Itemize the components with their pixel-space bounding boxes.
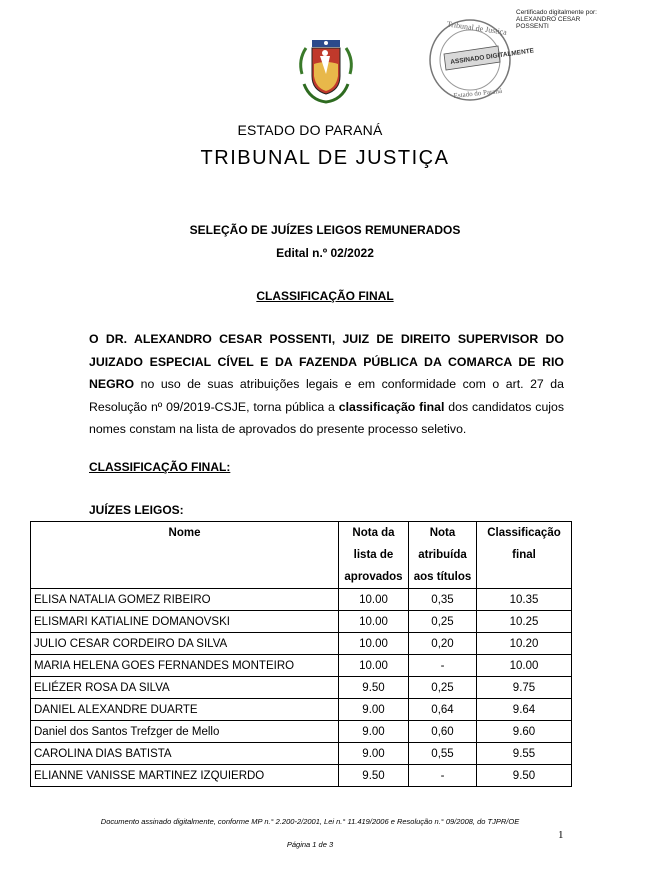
cell-name: MARIA HELENA GOES FERNANDES MONTEIRO — [31, 655, 339, 677]
court-seal-stamp — [420, 16, 535, 104]
cell-name: JULIO CESAR CORDEIRO DA SILVA — [31, 633, 339, 655]
cell-name: ELISMARI KATIALINE DOMANOVSKI — [31, 611, 339, 633]
cell-name: ELISA NATALIA GOMEZ RIBEIRO — [31, 589, 339, 611]
cell-final: 10.00 — [477, 655, 572, 677]
cell-list-score: 10.00 — [339, 655, 409, 677]
classification-title: CLASSIFICAÇÃO FINAL — [256, 289, 394, 303]
cell-title-score: 0,25 — [409, 611, 477, 633]
cell-name: ELIANNE VANISSE MARTINEZ IZQUIERDO — [31, 765, 339, 787]
table-row — [31, 677, 572, 699]
table-header-row — [31, 522, 572, 589]
intro-text-2: dos candidatos cujos nomes constam na lista de aprovados do presente processo seletivo. — [89, 399, 565, 436]
cell-final: 9.60 — [477, 721, 572, 743]
cell-list-score: 9.50 — [339, 765, 409, 787]
cell-name: ELIÉZER ROSA DA SILVA — [31, 677, 339, 699]
table-row — [31, 611, 572, 633]
cell-list-score: 9.00 — [339, 699, 409, 721]
cell-final: 9.50 — [477, 765, 572, 787]
table-row — [31, 743, 572, 765]
cell-final: 9.64 — [477, 699, 572, 721]
cell-list-score: 10.00 — [339, 589, 409, 611]
cell-title-score: - — [409, 655, 477, 677]
footer-note: Documento assinado digitalmente, conforme MP n.° 2.200-2/2001, Lei n.° 11.419/2006 e Resolução n.° 09/2008, do TJPR/OE — [100, 817, 520, 826]
cell-list-score: 9.00 — [339, 743, 409, 765]
svg-text:Estado do Paraná: Estado do Paraná — [453, 86, 503, 100]
table-row — [31, 699, 572, 721]
header-final-class: Classificação final — [477, 522, 572, 589]
cell-name: DANIEL ALEXANDRE DUARTE — [31, 699, 339, 721]
table-row — [31, 589, 572, 611]
cell-final: 9.75 — [477, 677, 572, 699]
cell-list-score: 10.00 — [339, 611, 409, 633]
cell-final: 10.25 — [477, 611, 572, 633]
page-number: 1 — [558, 829, 564, 841]
svg-text:Tribunal de Justiça: Tribunal de Justiça — [446, 19, 508, 37]
state-name: ESTADO DO PARANÁ — [237, 122, 383, 138]
cell-title-score: 0,35 — [409, 589, 477, 611]
cell-title-score: 0,25 — [409, 677, 477, 699]
digital-certificate-note: Certificado digitalmente por: ALEXANDRO CESAR POSSENTI — [516, 9, 597, 30]
cell-list-score: 9.00 — [339, 721, 409, 743]
cell-list-score: 9.50 — [339, 677, 409, 699]
classification-table — [30, 521, 572, 787]
selection-title: SELEÇÃO DE JUÍZES LEIGOS REMUNERADOS — [189, 223, 461, 237]
intro-bold-mid: classificação final — [338, 399, 445, 414]
cell-title-score: 0,60 — [409, 721, 477, 743]
edital-number: Edital n.º 02/2022 — [276, 246, 374, 260]
table-row — [31, 721, 572, 743]
cell-list-score: 10.00 — [339, 633, 409, 655]
cell-title-score: 0,64 — [409, 699, 477, 721]
cell-final: 10.35 — [477, 589, 572, 611]
cell-title-score: 0,55 — [409, 743, 477, 765]
table-row — [31, 765, 572, 787]
cell-name: CAROLINA DIAS BATISTA — [31, 743, 339, 765]
cell-title-score: - — [409, 765, 477, 787]
table-row — [31, 655, 572, 677]
cell-title-score: 0,20 — [409, 633, 477, 655]
section-heading: CLASSIFICAÇÃO FINAL: — [89, 460, 231, 474]
court-name: TRIBUNAL DE JUSTIÇA — [200, 147, 450, 169]
intro-text-1: no uso de suas atribuições legais e em conformidade com o art. 27 da Resolução nº 09/2019-CSJE, torna pública a — [89, 377, 564, 414]
header-name: Nome — [31, 522, 339, 589]
cell-name: Daniel dos Santos Trefzger de Mello — [31, 721, 339, 743]
header-list-score: Nota da lista de aprovados — [339, 522, 409, 589]
intro-bold-lead: O DR. ALEXANDRO CESAR POSSENTI, JUIZ DE DIREITO SUPERVISOR DO JUIZADO ESPECIAL CÍVEL E DA FAZENDA PÚBLICA DA COMARCA DE RIO NEGRO — [89, 332, 564, 391]
cell-final: 9.55 — [477, 743, 572, 765]
table-row — [31, 633, 572, 655]
subheading-judges: JUÍZES LEIGOS: — [89, 503, 184, 517]
parana-coat-of-arms-icon — [296, 34, 356, 106]
header-title-score: Nota atribuída aos títulos — [409, 522, 477, 589]
cell-final: 10.20 — [477, 633, 572, 655]
svg-text:ASSINADO DIGITALMENTE: ASSINADO DIGITALMENTE — [449, 47, 535, 67]
page-of: Página 1 de 3 — [286, 840, 334, 849]
intro-paragraph — [89, 328, 564, 441]
